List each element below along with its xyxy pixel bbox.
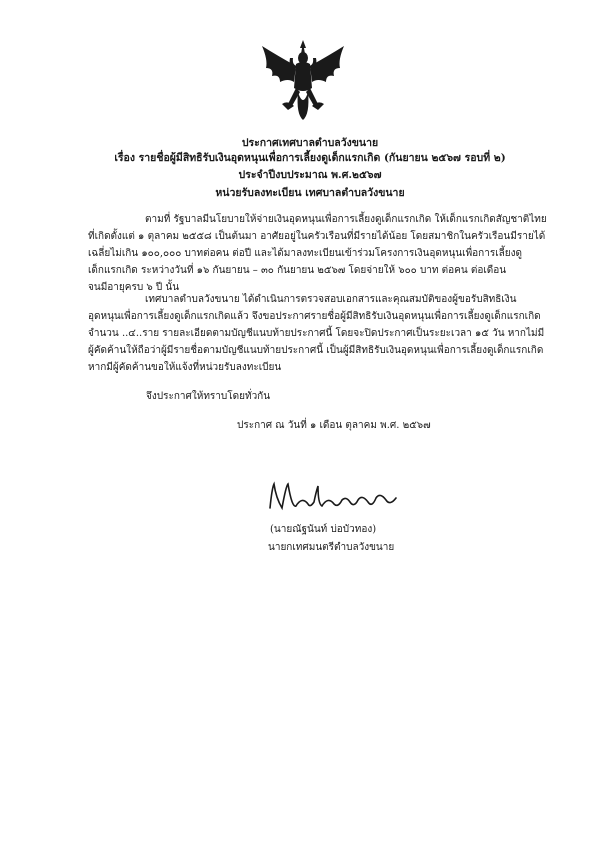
garuda-emblem-icon <box>258 38 348 128</box>
paragraph-line: ผู้คัดค้านให้ถือว่าผู้มีรายชื่อตามบัญชีแนบท้ายประกาศนี้ เป็นผู้มีสิทธิรับเงินอุดหนุนเพื่อการเลี้ยงดูเด็กแรกเกิด <box>88 345 544 356</box>
paragraph-line: จำนวน ..๔..ราย รายละเอียดตามบัญชีแนบท้ายประกาศนี้ โดยจะปิดประกาศเป็นระยะเวลา ๑๕ วัน หากไม่มี <box>88 328 545 339</box>
signer-position: นายกเทศมนตรีตำบลวังขนาย <box>268 542 395 553</box>
paragraph-line: เทศบาลตำบลวังขนาย ได้ดำเนินการตรวจสอบเอกสารและคุณสมบัติของผู้ขอรับสิทธิเงิน <box>145 294 517 305</box>
paragraph-line: ที่เกิดตั้งแต่ ๑ ตุลาคม ๒๕๕๘ เป็นต้นมา อาศัยอยู่ในครัวเรือนที่มีรายได้น้อย โดยสมาชิกในครัวเรือนมีรายได้ <box>88 231 546 242</box>
signer-name: (นายณัฐนันท์ บ่อบัวทอง) <box>270 524 377 535</box>
signature-mark <box>262 478 402 518</box>
paragraph-closing: จึงประกาศให้ทราบโดยทั่วกัน <box>146 391 271 402</box>
paragraph-background <box>88 211 558 296</box>
announcement-subject: เรื่อง รายชื่อผู้มีสิทธิรับเงินอุดหนุนเพื่อการเลี้ยงดูเด็กแรกเกิด (กันยายน ๒๕๖๗ รอบที่ ๒) <box>114 152 506 164</box>
paragraph-line: ตามที่ รัฐบาลมีนโยบายให้จ่ายเงินอุดหนุนเพื่อการเลี้ยงดูเด็กแรกเกิด ให้เด็กแรกเกิดสัญชาติไทย <box>145 214 547 225</box>
paragraph-announcement <box>88 291 558 376</box>
paragraph-line: หากมีผู้คัดค้านขอให้แจ้งที่หน่วยรับลงทะเบียน <box>88 362 282 373</box>
announcement-title: ประกาศเทศบาลตำบลวังขนาย <box>241 137 379 149</box>
paragraph-line: เฉลี่ยไม่เกิน ๑๐๐,๐๐๐ บาทต่อคน ต่อปี และได้มาลงทะเบียนเข้าร่วมโครงการเงินอุดหนุนเพื่อการเลี้ยงดู <box>88 248 522 259</box>
registration-unit: หน่วยรับลงทะเบียน เทศบาลตำบลวังขนาย <box>215 187 405 199</box>
paragraph-line: เด็กแรกเกิด ระหว่างวันที่ ๑๖ กันยายน – ๓๐ กันยายน ๒๕๖๗ โดยจ่ายให้ ๖๐๐ บาท ต่อคน ต่อเดือน <box>88 265 507 276</box>
paragraph-line: จนมีอายุครบ ๖ ปี นั้น <box>88 282 180 293</box>
announcement-date: ประกาศ ณ วันที่ ๑ เดือน ตุลาคม พ.ศ. ๒๕๖๗ <box>237 420 431 431</box>
fiscal-year: ประจำปีงบประมาณ พ.ศ.๒๕๖๗ <box>238 169 382 181</box>
paragraph-line: อุดหนุนเพื่อการเลี้ยงดูเด็กแรกเกิดแล้ว จึงขอประกาศรายชื่อผู้มีสิทธิรับเงินอุดหนุนเพื่อการเลี้ยงดูเด็กแรกเกิด <box>88 311 541 322</box>
